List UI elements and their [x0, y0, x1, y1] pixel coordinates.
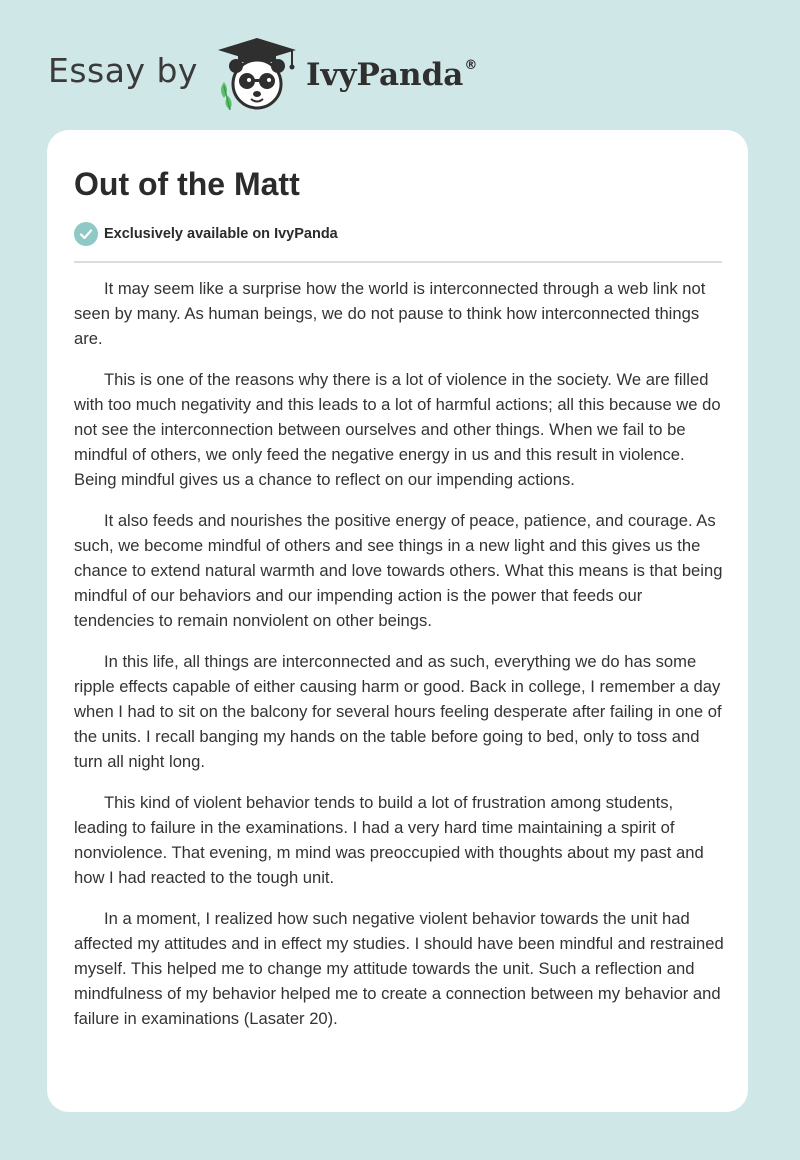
essay-body [74, 276, 726, 1047]
essay-by-label: Essay by [48, 50, 198, 90]
site-header [48, 34, 748, 114]
essay-card [47, 130, 748, 1112]
check-circle-icon [74, 222, 98, 246]
ivypanda-logo-icon[interactable] [214, 36, 300, 112]
exclusive-badge [74, 222, 338, 246]
paragraph: This kind of violent behavior tends to build a lot of frustration among students, leading to failure in the examinations. I had a very hard time maintaining a spirit of nonviolence. That evening, m mind was preoccupied with thoughts about my past and how I had reacted to the tough unit. [74, 793, 704, 887]
brand-name[interactable]: IvyPanda® [305, 57, 478, 93]
page-title: Out of the Matt [74, 166, 300, 202]
paragraph: It may seem like a surprise how the world is interconnected through a web link not seen by many. As human beings, we do not pause to think how interconnected things are. [74, 279, 706, 348]
divider [74, 261, 722, 263]
exclusive-badge-text: Exclusively available on IvyPanda [104, 226, 338, 242]
registered-mark: ® [464, 58, 478, 73]
paragraph: In a moment, I realized how such negative violent behavior towards the unit had affected my attitudes and in effect my studies. I should have been mindful and restrained myself. This helped me to change my attitude towards the unit. Such a reflection and mindfulness of my behavior helped me to create a connection between my behavior and failure in examinations (Lasater 20). [74, 909, 724, 1028]
paragraph: It also feeds and nourishes the positive energy of peace, patience, and courage. As such, we become mindful of others and see things in a new light and this gives us the chance to extend natural warmth and love towards others. What this means is that being mindful of our behaviors and our impending action is the power that feeds our tendencies to remain nonviolent on other beings. [74, 511, 723, 630]
paragraph: In this life, all things are interconnected and as such, everything we do has some ripple effects capable of either causing harm or good. Back in college, I remember a day when I had to sit on the balcony for several hours feeling desperate after failing in one of the units. I recall banging my hands on the table before going to bed, only to toss and turn all night long. [74, 652, 722, 771]
paragraph: This is one of the reasons why there is a lot of violence in the society. We are filled with too much negativity and this leads to a lot of harmful actions; all this because we do not see the interconnection between ourselves and other things. When we fail to be mindful of others, we only feed the negative energy in us and this result in violence. Being mindful gives us a chance to reflect on our impending actions. [74, 370, 721, 489]
